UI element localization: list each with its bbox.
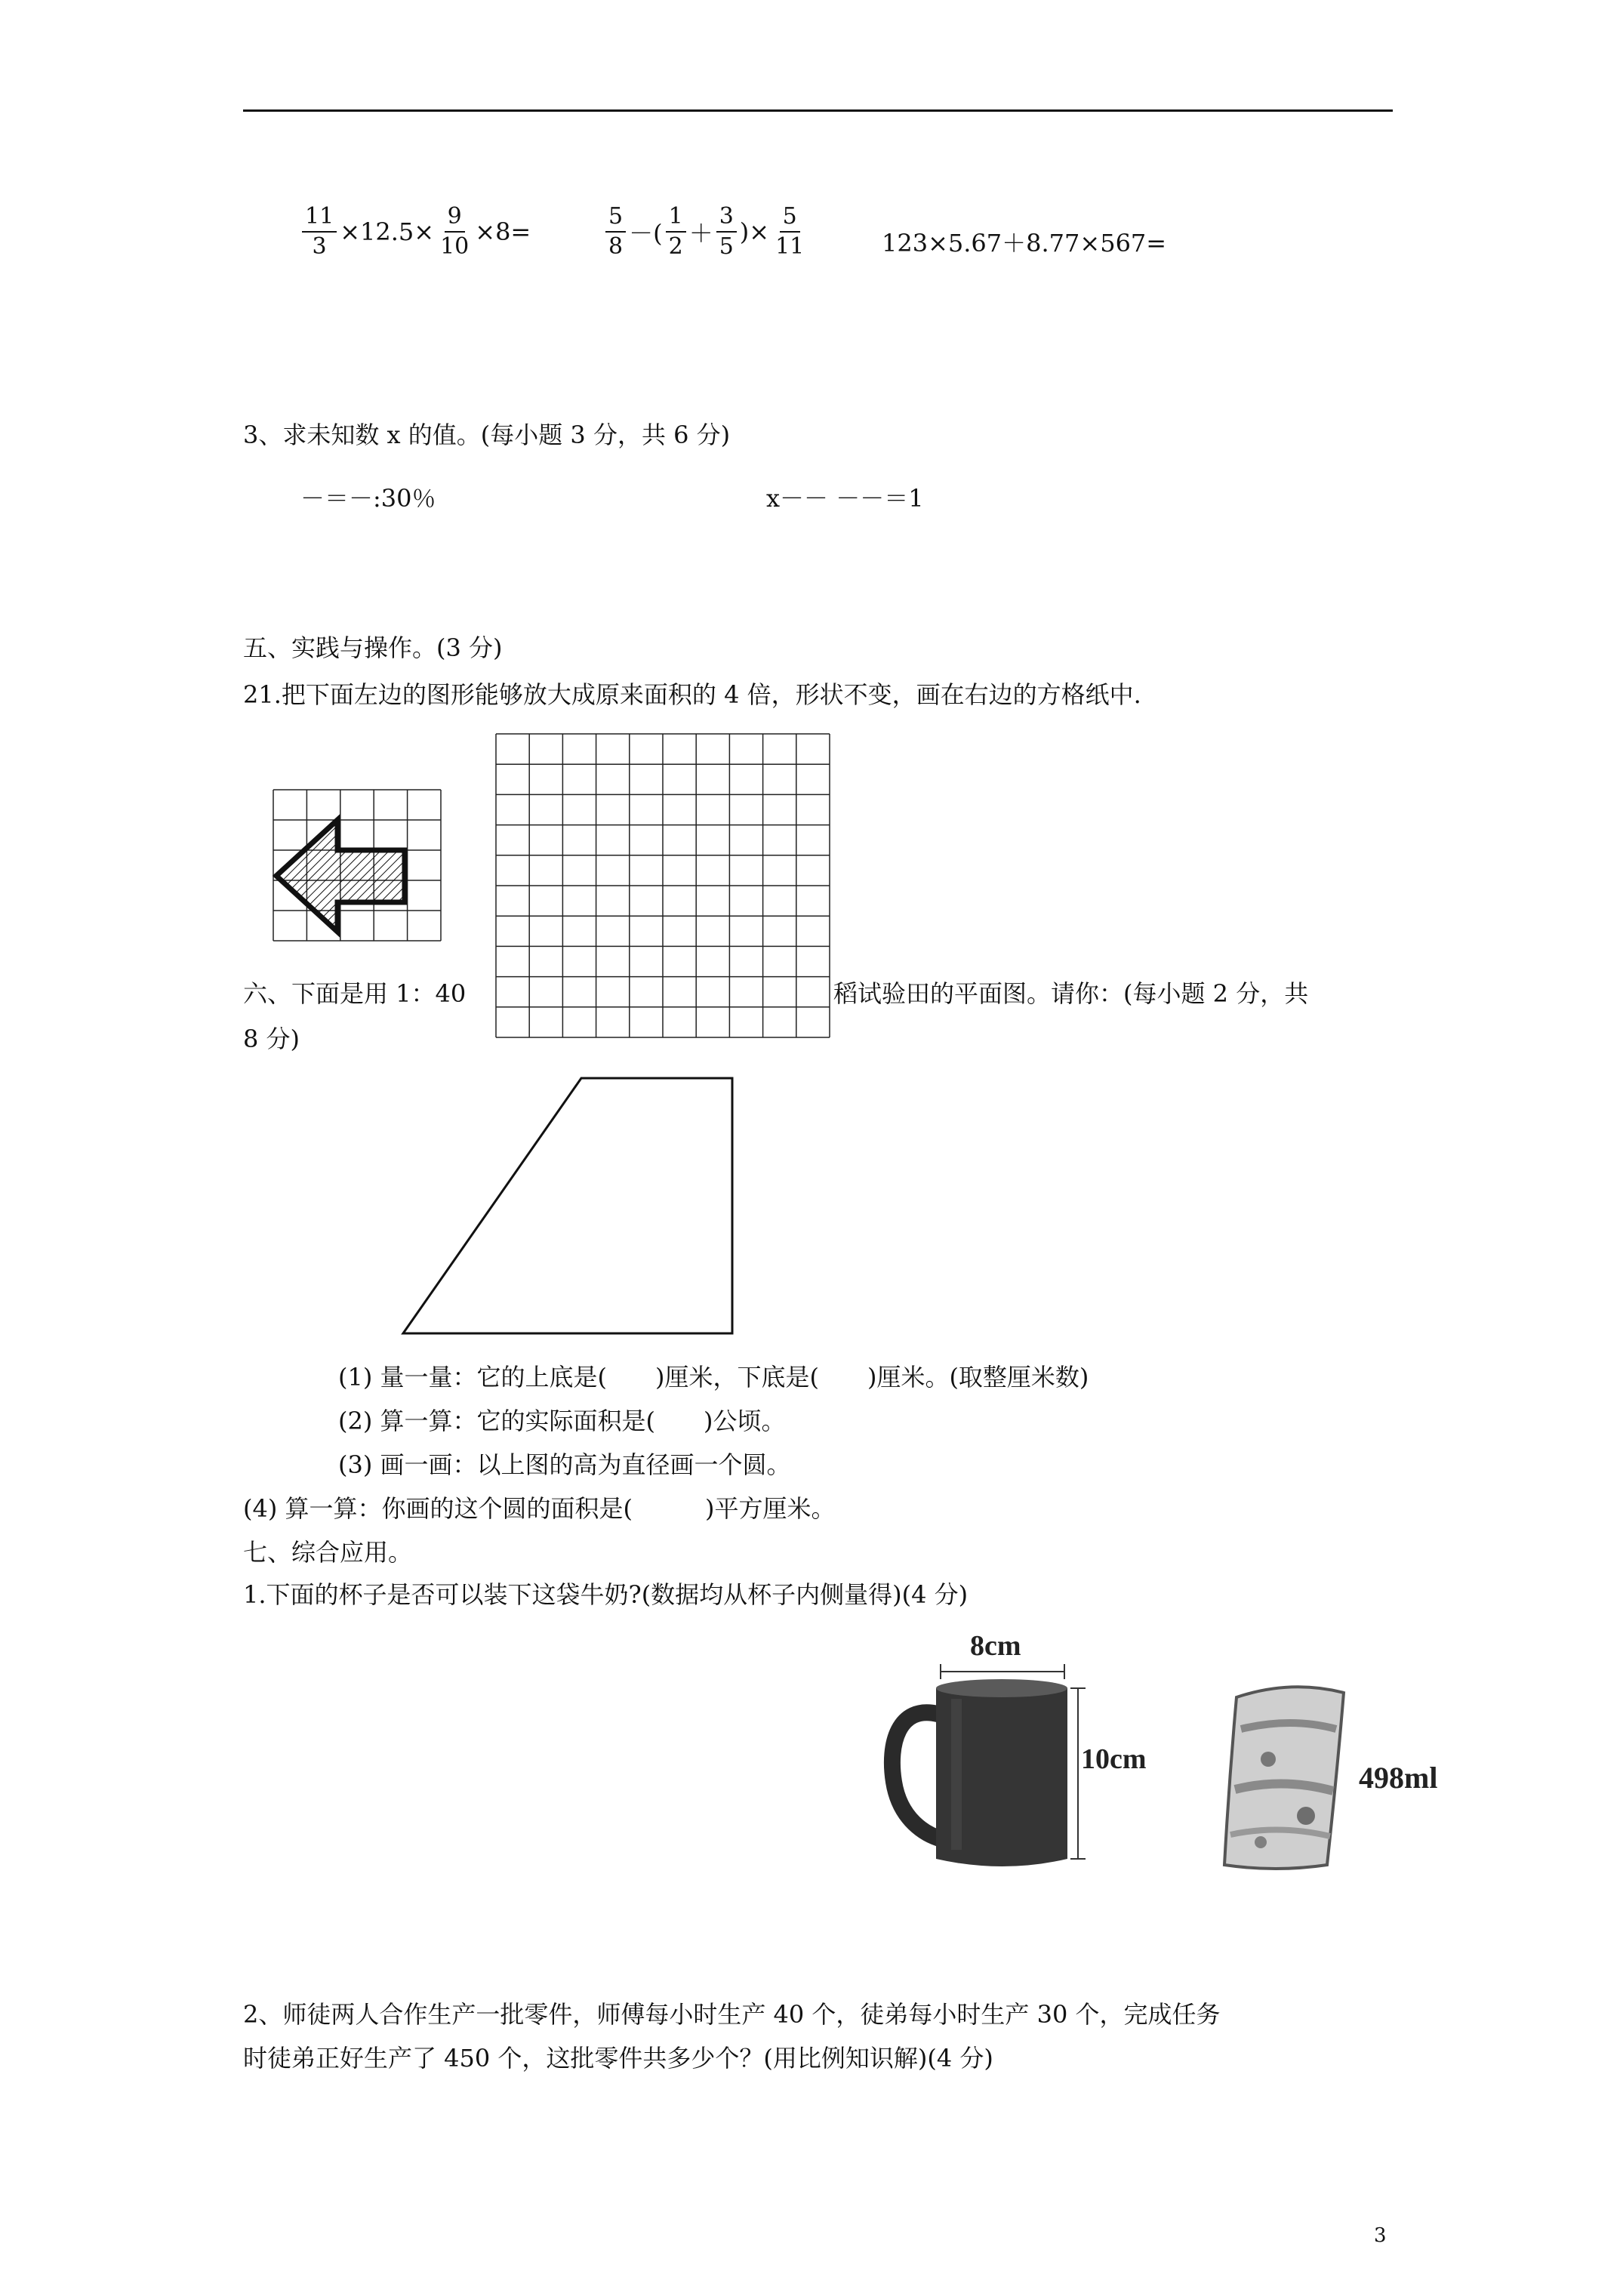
cup-width-label: 8cm [970,1630,1021,1662]
fraction: $\frac{9}{10}$ [440,203,470,260]
s7-q1: 1.下面的杯子是否可以装下这袋牛奶?(数据均从杯子内侧量得)(4 分) [243,1580,969,1609]
s6-sub2: (2) 算一算：它的实际面积是( )公顷。 [338,1407,786,1435]
header-rule [243,109,1393,112]
section-6-line2: 8 分) [243,1025,300,1053]
section-6-line1-left: 六、下面是用 1：40 [243,979,467,1008]
cup-image [892,1679,1067,1866]
milk-bag-image [1224,1687,1344,1869]
q21-text: 21.把下面左边的图形能够放大成原来面积的 4 倍，形状不变，画在右边的方格纸中. [243,680,1141,709]
fraction: $\frac{5}{11}$ [775,203,805,260]
s6-sub4: (4) 算一算：你画的这个圆的面积是( )平方厘米。 [243,1494,836,1523]
q3-heading: 3、求未知数 x 的值。(每小题 3 分，共 6 分) [243,421,731,449]
cup-height-label: 10cm [1081,1743,1147,1775]
fraction: $\frac{11}{3}$ [302,202,337,261]
s7-q2-line1: 2、师徒两人合作生产一批零件，师傅每小时生产 40 个，徒弟每小时生产 30 个，完成任务 [243,2000,1221,2029]
fraction: $\frac{3}{5}$ [716,202,737,261]
s6-sub1: (1) 量一量：它的上底是( )厘米，下底是( )厘米。(取整厘米数) [338,1363,1089,1391]
fraction: $\frac{5}{8}$ [605,202,626,261]
section-5-heading: 五、实践与操作。(3 分) [243,633,503,662]
arrow-figure-grid [272,788,442,944]
s7-q2-line2: 时徒弟正好生产了 450 个，这批零件共多少个？(用比例知识解)(4 分) [243,2044,993,2073]
milk-volume-label: 498ml [1359,1761,1438,1795]
q3-equation-1: －＝－:30％ [300,484,436,513]
section-6-line1-right: 稻试验田的平面图。请你：(每小题 2 分，共 [833,979,1309,1008]
s6-sub3: (3) 画一画：以上图的高为直径画一个圆。 [338,1450,791,1479]
section-7-heading: 七、综合应用。 [243,1538,413,1567]
calc-expression-1: $\frac{11}{3}$ ×12.5× $\frac{9}{10}$ ×8= [300,202,532,261]
calc-expression-3: 123×5.67＋8.77×567= [882,229,1167,257]
fraction: $\frac{1}{2}$ [666,202,686,261]
cup-and-milk-illustration [883,1616,1480,1903]
page-number: 3 [1374,2224,1387,2247]
trapezoid-figure [400,1072,740,1344]
q3-equation-2: x－－ －－＝1 [766,484,924,513]
drawing-grid [494,732,831,1040]
calc-expression-2: $\frac{5}{8}$ －( $\frac{1}{2}$ ＋ $\frac{3}{5}$ )× $\frac{5}{11}$ [604,202,808,261]
